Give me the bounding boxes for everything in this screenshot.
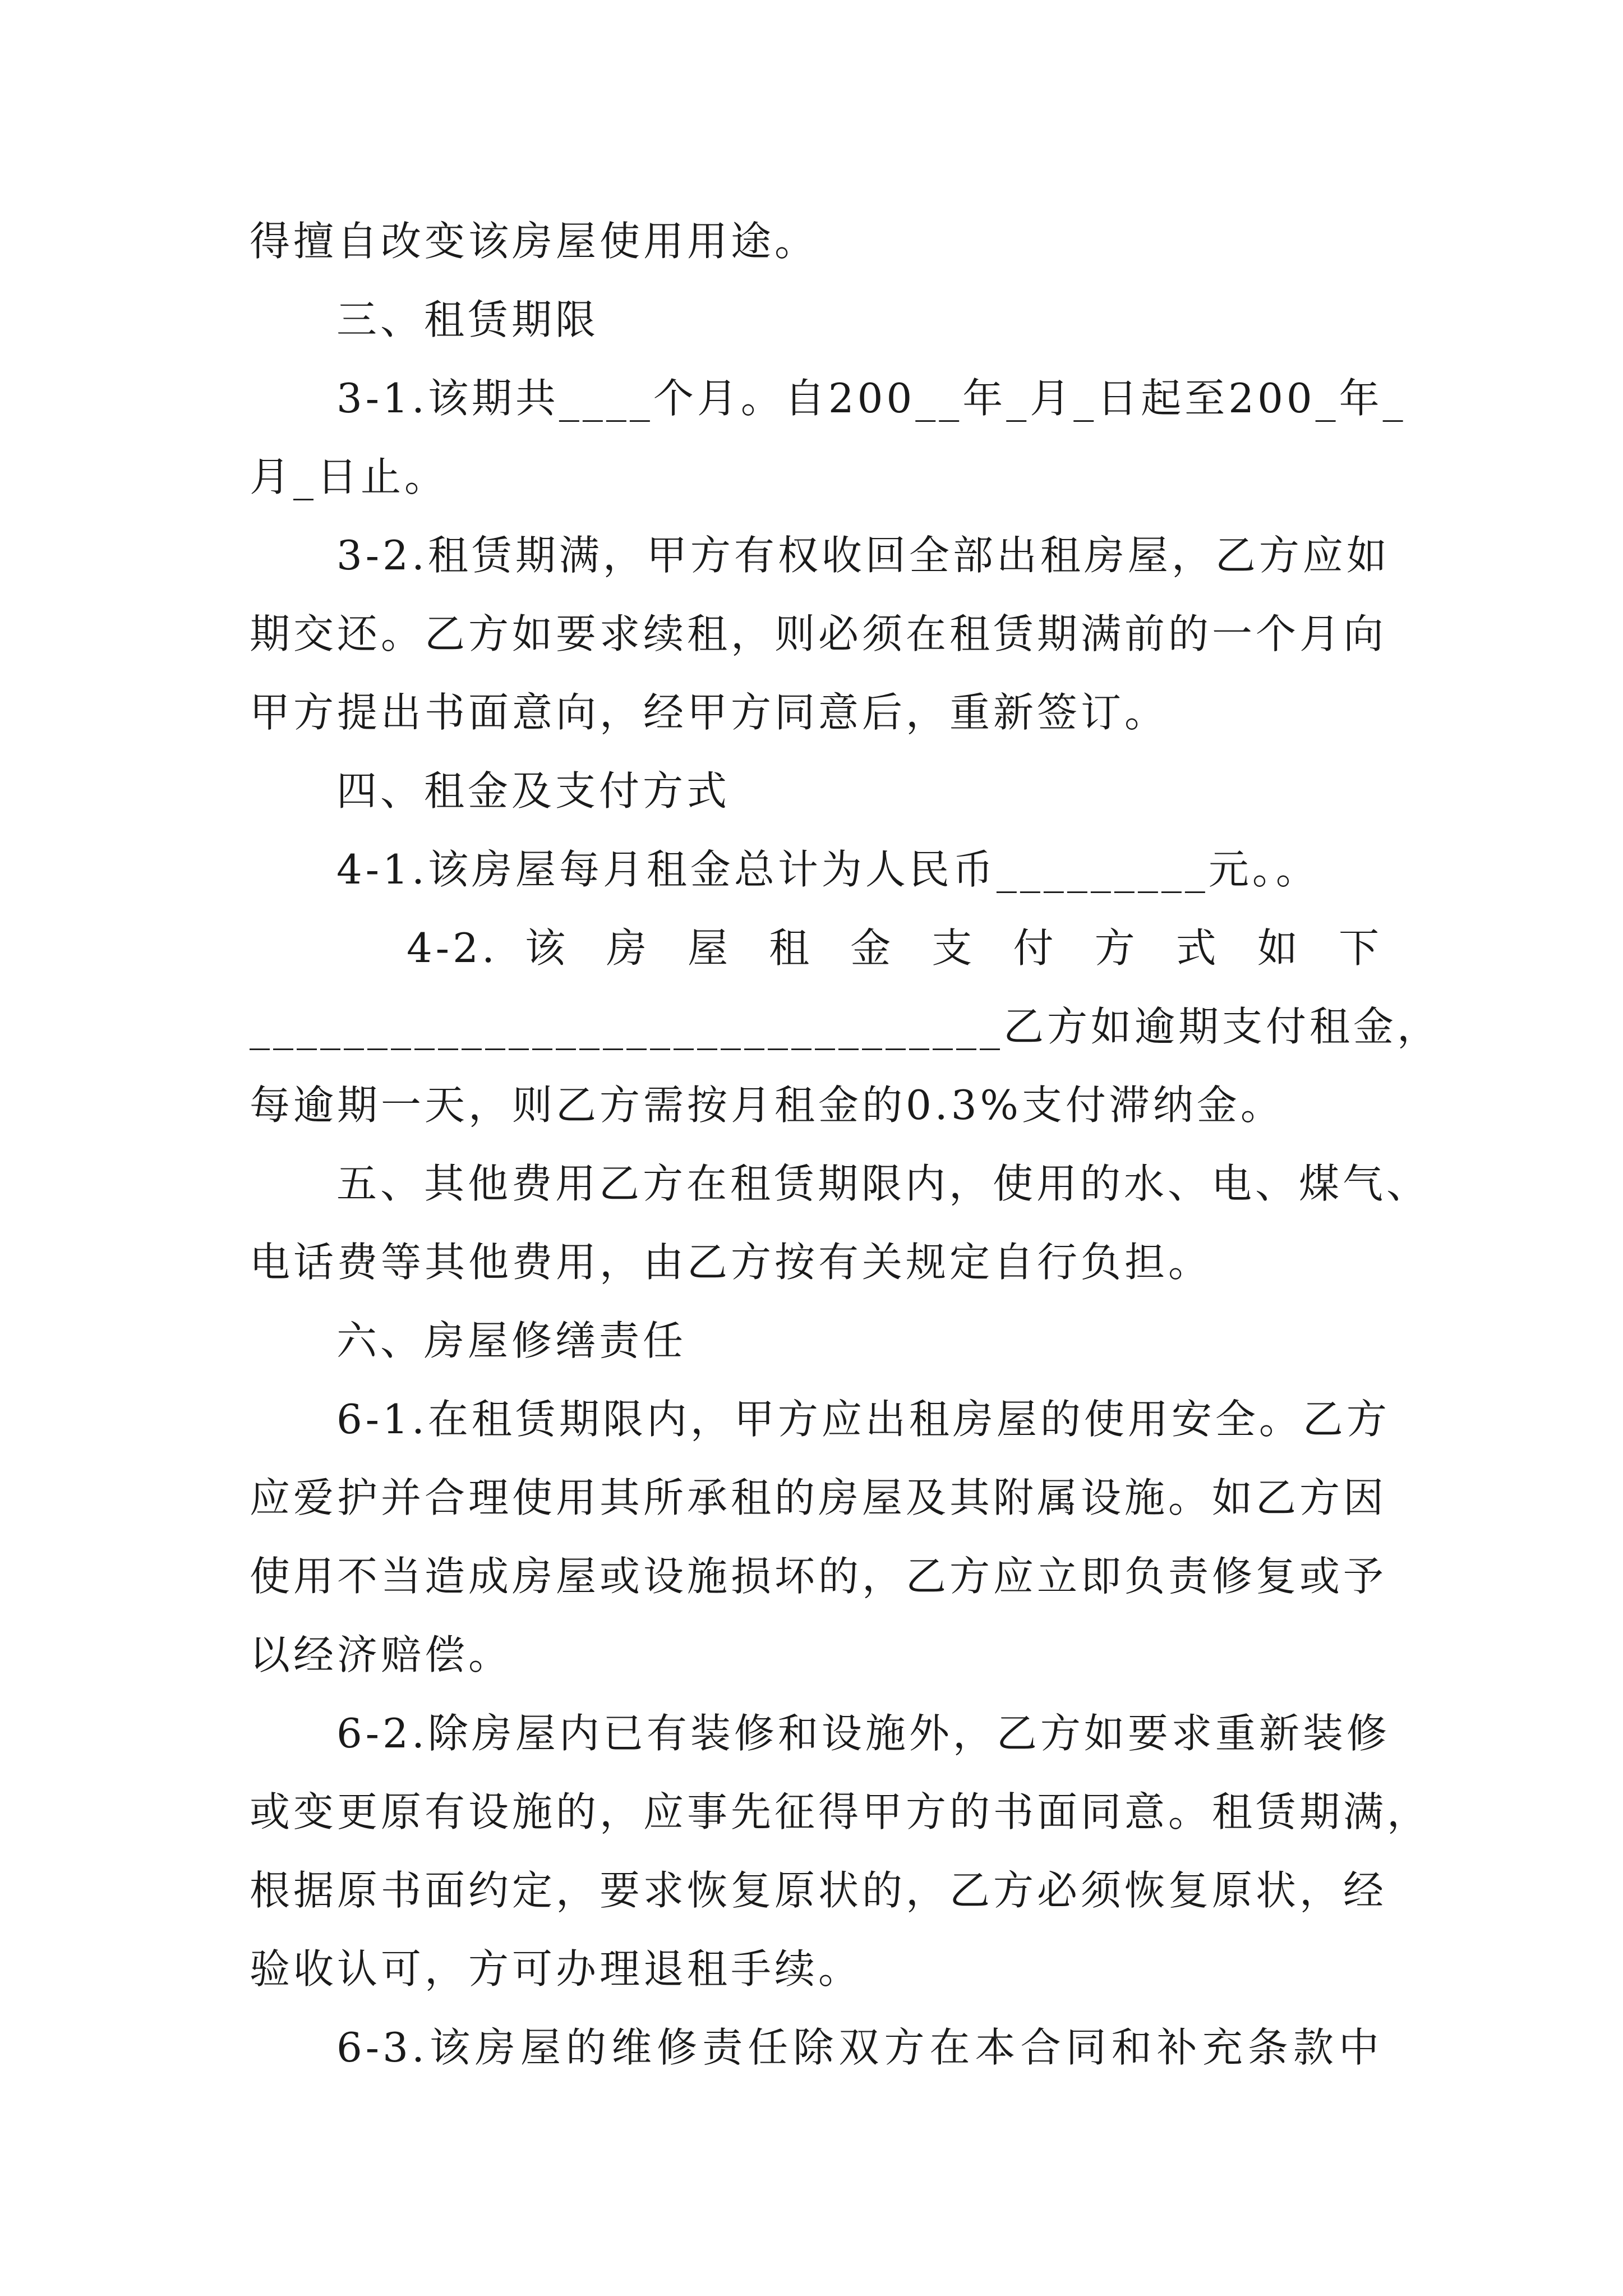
text-line: 或变更原有设施的，应事先征得甲方的书面同意。租赁期满， [250,1788,1431,1835]
text-line: 甲方提出书面意向，经甲方同意后，重新签订。 [250,689,1169,736]
text-line: 6-2.除房屋内已有装修和设施外，乙方如要求重新装修 [336,1710,1390,1757]
text-line: 期交还。乙方如要求续租，则必须在租赁期满前的一个月向 [250,610,1387,657]
text-line: ________________________________乙方如逾期支付租金， [250,1003,1441,1050]
section-heading: 六、房屋修缮责任 [336,1317,687,1364]
text-line: 根据原书面约定，要求恢复原状的，乙方必须恢复原状，经 [250,1867,1387,1914]
text-line: 验收认可，方可办理退租手续。 [250,1945,863,1993]
text-line: 每逾期一天，则乙方需按月租金的0.3%支付滞纳金。 [250,1082,1284,1129]
text-line: 得擅自改变该房屋使用用途。 [250,218,819,265]
text-line: 3-2.租赁期满，甲方有权收回全部出租房屋，乙方应如 [336,532,1390,579]
section-heading: 三、租赁期限 [336,296,600,343]
text-line: 应爱护并合理使用其所承租的房屋及其附属设施。如乙方因 [250,1474,1387,1521]
section-heading: 四、租金及支付方式 [336,767,731,815]
text-line: 6-3.该房屋的维修责任除双方在本合同和补充条款中 [336,2024,1382,2071]
text-line: 使用不当造成房屋或设施损坏的，乙方应立即负责修复或予 [250,1553,1387,1600]
text-line: 6-1.在租赁期限内，甲方应出租房屋的使用安全。乙方 [336,1396,1390,1443]
text-line: 4-2. 该 房 屋 租 金 支 付 方 式 如 下 [407,924,1382,972]
text-line: 3-1.该期共____个月。自200__年_月_日起至200_年_ [336,375,1407,422]
text-line: 电话费等其他费用，由乙方按有关规定自行负担。 [250,1239,1212,1286]
text-line: 月_日止。 [250,453,449,500]
text-line: 以经济赔偿。 [250,1631,513,1678]
text-line: 4-1.该房屋每月租金总计为人民币_________元。。 [336,846,1320,893]
text-line: 五、其他费用乙方在租赁期限内，使用的水、电、煤气、 [336,1160,1431,1207]
